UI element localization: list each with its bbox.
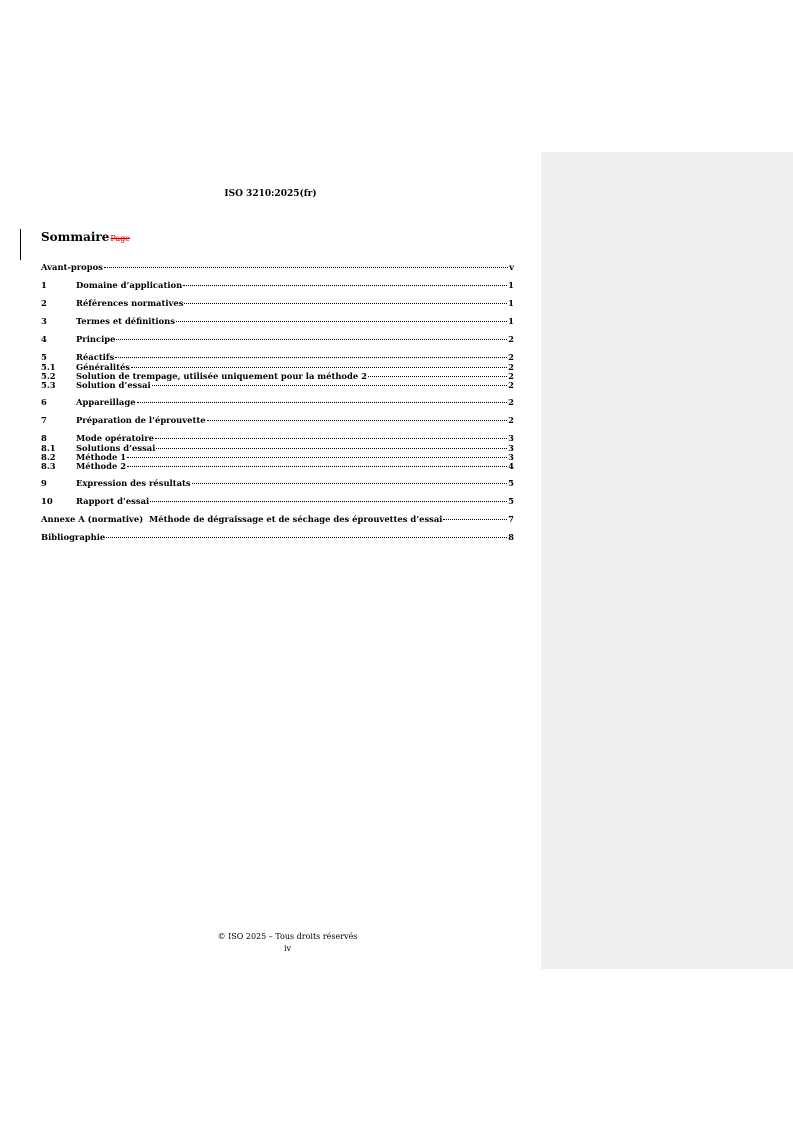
toc-entry-label: Références normatives bbox=[76, 298, 184, 308]
toc-entry-number: 10 bbox=[41, 496, 53, 506]
toc-entry-page: 1 bbox=[508, 316, 514, 326]
toc-entry-page: 4 bbox=[508, 461, 514, 471]
toc-leader bbox=[116, 339, 507, 340]
toc-entry-number: 2 bbox=[41, 298, 47, 308]
comment-pane bbox=[541, 152, 793, 969]
toc-leader bbox=[127, 457, 507, 458]
toc-entry-label: Avant-propos bbox=[41, 262, 103, 272]
toc-entry[interactable] bbox=[41, 298, 514, 309]
toc-entry-number: 5 bbox=[41, 352, 47, 362]
toc-entry[interactable] bbox=[41, 334, 514, 345]
toc-entry-page: 2 bbox=[508, 362, 514, 372]
toc-entry-label: Termes et définitions bbox=[76, 316, 175, 326]
toc-entry[interactable] bbox=[41, 532, 514, 543]
toc-title-text: Sommaire bbox=[41, 230, 110, 244]
document-header: ISO 3210:2025(fr) bbox=[224, 189, 317, 199]
toc-entry[interactable] bbox=[41, 280, 514, 291]
toc-entry-label: Méthode 2 bbox=[76, 461, 127, 471]
toc-leader bbox=[106, 537, 507, 538]
toc-leader bbox=[115, 357, 507, 358]
toc-entry-page: 8 bbox=[508, 532, 514, 542]
toc-subentry[interactable] bbox=[41, 381, 514, 390]
toc-entry-page: 2 bbox=[508, 397, 514, 407]
toc-entry-label: Solution d’essai bbox=[76, 380, 151, 390]
toc-entry-label: Solutions d’essai bbox=[76, 443, 156, 453]
toc-entry-label: Préparation de l’éprouvette bbox=[76, 415, 206, 425]
toc-entry[interactable] bbox=[41, 415, 514, 426]
toc-entry-number: 1 bbox=[41, 280, 47, 290]
toc-leader bbox=[192, 483, 508, 484]
toc-leader bbox=[207, 420, 508, 421]
toc-entry-page: 3 bbox=[508, 433, 514, 443]
toc-entry-page: 5 bbox=[508, 496, 514, 506]
toc-entry-label: Appareillage bbox=[76, 397, 136, 407]
toc-entry[interactable] bbox=[41, 478, 514, 489]
toc-entry-number: 8.1 bbox=[41, 443, 56, 453]
toc-leader bbox=[443, 519, 507, 520]
toc-entry-label: Rapport d’essai bbox=[76, 496, 150, 506]
toc-entry-page: 2 bbox=[508, 415, 514, 425]
toc-entry-page: 5 bbox=[508, 478, 514, 488]
toc-entry-number: 5.2 bbox=[41, 371, 56, 381]
toc-entry-label: Réactifs bbox=[76, 352, 115, 362]
toc-title bbox=[41, 230, 130, 244]
toc-entry-number: 9 bbox=[41, 478, 47, 488]
toc-entry-page: 2 bbox=[508, 352, 514, 362]
toc-entry-page: 7 bbox=[508, 514, 514, 524]
toc-entry[interactable] bbox=[41, 514, 514, 525]
toc-entry-page: 1 bbox=[508, 280, 514, 290]
toc-leader bbox=[183, 285, 507, 286]
toc-entry-page: v bbox=[509, 262, 514, 272]
toc-leader bbox=[150, 501, 507, 502]
toc-entry-label: Expression des résultats bbox=[76, 478, 191, 488]
toc-entry-label: Solution de trempage, utilisée uniquement pour la méthode 2 bbox=[76, 371, 367, 381]
toc-entry-label: Généralités bbox=[76, 362, 131, 372]
toc-entry-number: 8 bbox=[41, 433, 47, 443]
toc-leader bbox=[152, 385, 507, 386]
copyright-notice: © ISO 2025 – Tous droits réservés bbox=[217, 932, 358, 941]
toc-entry-page: 3 bbox=[508, 443, 514, 453]
page-footer bbox=[0, 931, 575, 955]
toc-entry-number: 6 bbox=[41, 397, 47, 407]
toc-entry-number: 3 bbox=[41, 316, 47, 326]
toc-leader bbox=[156, 448, 507, 449]
deleted-page-label: Page bbox=[110, 234, 131, 243]
toc-leader bbox=[176, 321, 507, 322]
toc-entry-label: Annexe A (normative) Méthode de dégraissage et de séchage des éprouvettes d’essai bbox=[41, 514, 443, 524]
toc-leader bbox=[131, 367, 507, 368]
toc-entry[interactable] bbox=[41, 397, 514, 408]
toc-entry-page: 3 bbox=[508, 452, 514, 462]
change-bar bbox=[20, 229, 21, 260]
toc-subentry[interactable] bbox=[41, 462, 514, 471]
toc-entry-label: Principe bbox=[76, 334, 116, 344]
table-of-contents bbox=[41, 262, 514, 543]
toc-entry-page: 2 bbox=[508, 380, 514, 390]
toc-leader bbox=[104, 267, 508, 268]
toc-leader bbox=[184, 303, 507, 304]
toc-entry-page: 2 bbox=[508, 334, 514, 344]
toc-entry-number: 8.2 bbox=[41, 452, 56, 462]
toc-entry-page: 2 bbox=[508, 371, 514, 381]
toc-entry-label: Méthode 1 bbox=[76, 452, 127, 462]
toc-leader bbox=[155, 438, 507, 439]
toc-entry-number: 4 bbox=[41, 334, 47, 344]
toc-entry[interactable] bbox=[41, 316, 514, 327]
toc-leader bbox=[137, 402, 508, 403]
toc-leader bbox=[127, 466, 507, 467]
toc-entry-label: Mode opératoire bbox=[76, 433, 154, 443]
toc-entry-number: 5.1 bbox=[41, 362, 56, 372]
toc-entry[interactable] bbox=[41, 262, 514, 273]
toc-leader bbox=[368, 376, 507, 377]
toc-entry-number: 8.3 bbox=[41, 461, 56, 471]
toc-entry-page: 1 bbox=[508, 298, 514, 308]
toc-entry-number: 7 bbox=[41, 415, 47, 425]
page-number: iv bbox=[283, 944, 292, 953]
toc-entry[interactable] bbox=[41, 496, 514, 507]
toc-entry-label: Bibliographie bbox=[41, 532, 106, 542]
toc-entry-number: 5.3 bbox=[41, 380, 56, 390]
toc-entry-label: Domaine d’application bbox=[76, 280, 183, 290]
